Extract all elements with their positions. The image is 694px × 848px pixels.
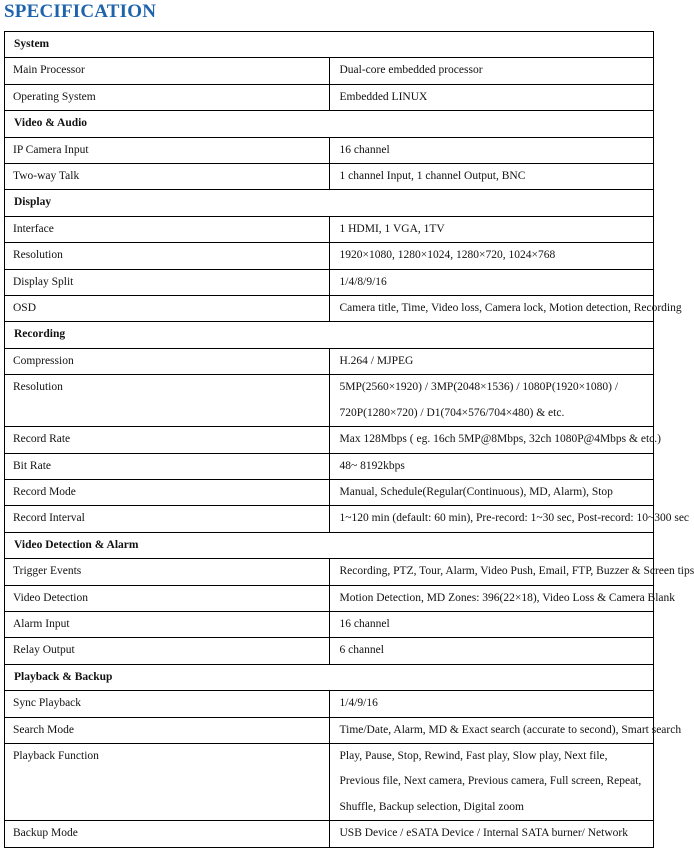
spec-row [5, 296, 654, 322]
spec-value: 5MP(2560×1920) / 3MP(2048×1536) / 1080P(1920×1080) / 720P(1280×720) / D1(704×576/704×480) & etc. [329, 375, 654, 427]
spec-label: Record Rate [5, 427, 330, 453]
spec-value: 1/4/8/9/16 [329, 269, 654, 295]
section-title: Video & Audio [5, 111, 654, 137]
spec-value: 1 HDMI, 1 VGA, 1TV [329, 216, 654, 242]
section-header-row [5, 32, 654, 58]
spec-row [5, 84, 654, 110]
spec-row [5, 691, 654, 717]
spec-value: 1/4/9/16 [329, 691, 654, 717]
spec-row [5, 821, 654, 847]
spec-label: Resolution [5, 375, 330, 427]
spec-value: Motion Detection, MD Zones: 396(22×18), Video Loss & Camera Blank [329, 585, 654, 611]
spec-value: Manual, Schedule(Regular(Continuous), MD, Alarm), Stop [329, 479, 654, 505]
spec-value: 16 channel [329, 611, 654, 637]
spec-value: 1~120 min (default: 60 min), Pre-record: 1~30 sec, Post-record: 10~300 sec [329, 506, 654, 532]
spec-row [5, 427, 654, 453]
spec-label: Display Split [5, 269, 330, 295]
section-header-row [5, 111, 654, 137]
spec-row [5, 216, 654, 242]
spec-row [5, 506, 654, 532]
section-header-row [5, 322, 654, 348]
spec-row [5, 717, 654, 743]
spec-value: Time/Date, Alarm, MD & Exact search (accurate to second), Smart search [329, 717, 654, 743]
spec-value: 48~ 8192kbps [329, 453, 654, 479]
spec-value: 6 channel [329, 638, 654, 664]
spec-row [5, 743, 654, 820]
spec-label: Resolution [5, 243, 330, 269]
section-title: Video Detection & Alarm [5, 532, 654, 558]
spec-row [5, 559, 654, 585]
spec-row [5, 479, 654, 505]
spec-value: Dual-core embedded processor [329, 58, 654, 84]
spec-label: Main Processor [5, 58, 330, 84]
spec-label: Playback Function [5, 743, 330, 820]
spec-label: Record Interval [5, 506, 330, 532]
spec-label: Record Mode [5, 479, 330, 505]
spec-value: 16 channel [329, 137, 654, 163]
spec-label: OSD [5, 296, 330, 322]
spec-label: Sync Playback [5, 691, 330, 717]
spec-row [5, 243, 654, 269]
spec-label: Search Mode [5, 717, 330, 743]
spec-row [5, 164, 654, 190]
section-title: Recording [5, 322, 654, 348]
spec-label: Backup Mode [5, 821, 330, 847]
section-header-row [5, 532, 654, 558]
spec-row [5, 375, 654, 427]
section-header-row [5, 190, 654, 216]
section-title: Playback & Backup [5, 664, 654, 690]
spec-value: Recording, PTZ, Tour, Alarm, Video Push, Email, FTP, Buzzer & Screen tips [329, 559, 654, 585]
spec-label: Two-way Talk [5, 164, 330, 190]
spec-label: Bit Rate [5, 453, 330, 479]
page-title: SPECIFICATION [4, 1, 157, 22]
spec-value: H.264 / MJPEG [329, 348, 654, 374]
section-title: System [5, 32, 654, 58]
spec-value: USB Device / eSATA Device / Internal SATA burner/ Network [329, 821, 654, 847]
section-header-row [5, 664, 654, 690]
spec-row [5, 638, 654, 664]
spec-label: Operating System [5, 84, 330, 110]
spec-row [5, 611, 654, 637]
spec-row [5, 585, 654, 611]
spec-row [5, 58, 654, 84]
section-title: Display [5, 190, 654, 216]
spec-row [5, 269, 654, 295]
spec-value: Embedded LINUX [329, 84, 654, 110]
spec-value: Camera title, Time, Video loss, Camera lock, Motion detection, Recording [329, 296, 654, 322]
spec-label: Trigger Events [5, 559, 330, 585]
spec-value: Play, Pause, Stop, Rewind, Fast play, Slow play, Next file, Previous file, Next camera, Previous camera, Full screen, Repeat, Shuffle, Backup selection, Digital zoom [329, 743, 654, 820]
spec-table-body [5, 32, 694, 848]
spec-label: IP Camera Input [5, 137, 330, 163]
spec-label: Compression [5, 348, 330, 374]
spec-label: Video Detection [5, 585, 330, 611]
spec-value: 1920×1080, 1280×1024, 1280×720, 1024×768 [329, 243, 654, 269]
spec-table [4, 31, 694, 848]
spec-row [5, 137, 654, 163]
spec-label: Alarm Input [5, 611, 330, 637]
spec-row [5, 348, 654, 374]
spec-row [5, 453, 654, 479]
spec-label: Relay Output [5, 638, 330, 664]
spec-value: 1 channel Input, 1 channel Output, BNC [329, 164, 654, 190]
spec-value: Max 128Mbps ( eg. 16ch 5MP@8Mbps, 32ch 1080P@4Mbps & etc.) [329, 427, 654, 453]
spec-label: Interface [5, 216, 330, 242]
